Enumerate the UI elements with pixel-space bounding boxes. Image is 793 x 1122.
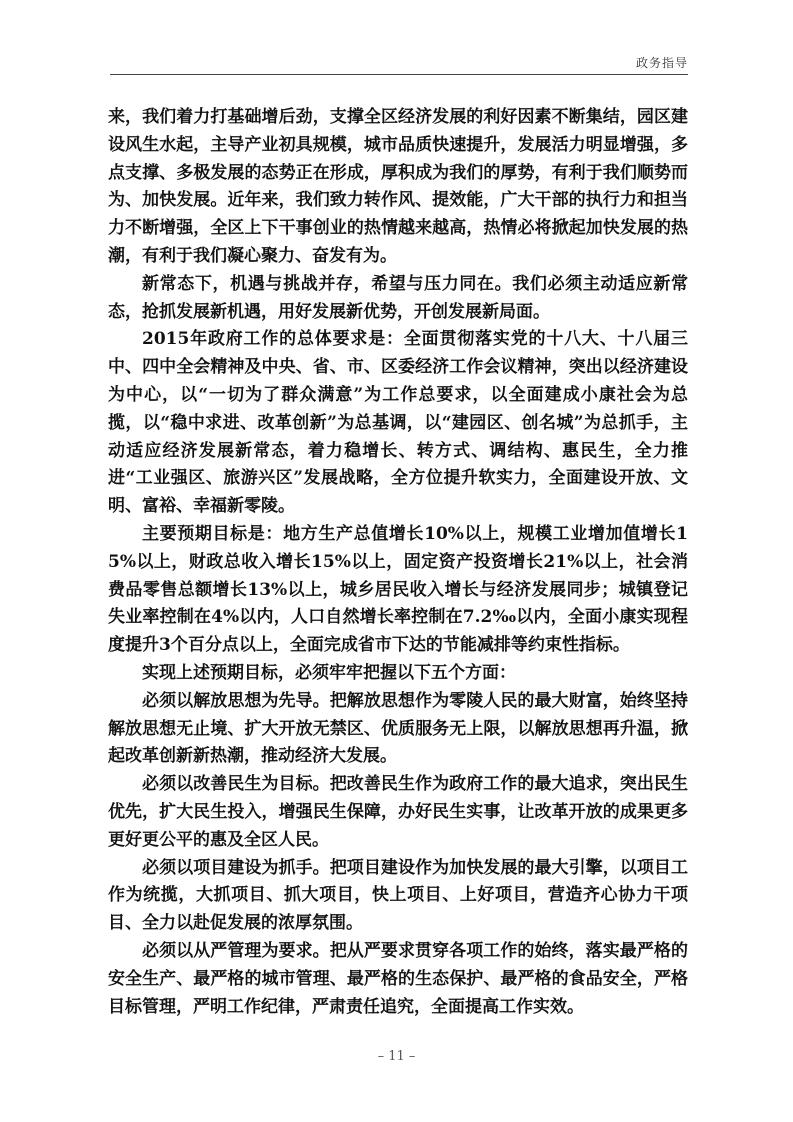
header-divider [110, 74, 688, 75]
paragraph-improve-livelihood: 必须以改善民生为目标。把改善民生作为政府工作的最大追求，突出民生优先，扩大民生投入，增强民生保障，办好民生实事，让改革开放的成果更多更好更公平的惠及全区人民。 [108, 774, 688, 850]
section-label: 政务指导 [635, 56, 688, 70]
paragraph-main-targets: 主要预期目标是：地方生产总值增长10%以上，规模工业增加值增长15%以上，财政总收入增长15%以上，固定资产投资增长21%以上，社会消费品零售总额增长13%以上，城乡居民收入增长与经济发展同步；城镇登记失业率控制在4%以内，人口自然增长率控制在7.2‰以内，全面小康实现程度提升3个百分点以上，全面完成省市下达的节能减排等约束性指标。 [108, 523, 688, 656]
paragraph-five-aspects-intro: 实现上述预期目标，必须牢牢把握以下五个方面： [142, 662, 516, 683]
paragraph-strict-management: 必须以从严管理为要求。把从严要求贯穿各项工作的始终，落实最严格的安全生产、最严格的城市管理、最严格的生态保护、最严格的食品安全，严格目标管理，严明工作纪律，严肃责任追究，全面提高工作实效。 [108, 940, 688, 1017]
paragraph-overall-requirements: 2015年政府工作的总体要求是：全面贯彻落实党的十八大、十八届三中、四中全会精神及中央、省、市、区委经济工作会议精神，突出以经济建设为中心，以“一切为了群众满意”为工作总要求，以全面建成小康社会为总揽，以“稳中求进、改革创新”为总基调，以“建园区、创名城”为总抓手，主动适应经济发展新常态，着力稳增长、转方式、调结构、惠民生，全力推进“工业强区、旅游兴区”发展战略，全方位提升软实力，全面建设开放、文明、富裕、幸福新零陵。 [108, 329, 688, 517]
document-body [108, 104, 688, 1021]
page-number: – 11 – [377, 1049, 416, 1064]
paragraph-emancipate-thinking: 必须以解放思想为先导。把解放思想作为零陵人民的最大财富，始终坚持解放思想无止境、扩大开放无禁区、优质服务无上限，以解放思想再升温，掀起改革创新新热潮，推动经济大发展。 [108, 690, 688, 767]
paragraph-new-normal: 新常态下，机遇与挑战并存，希望与压力同在。我们必须主动适应新常态，抢抓发展新机遇，用好发展新优势，开创发展新局面。 [108, 273, 688, 322]
paragraph-continuation: 来，我们着力打基础增后劲，支撑全区经济发展的利好因素不断集结，园区建设风生水起，主导产业初具规模，城市品质快速提升，发展活力明显增强，多点支撑、多极发展的态势正在形成，厚积成为我们的厚势，有利于我们顺势而为、加快发展。近年来，我们致力转作风、提效能，广大干部的执行力和担当力不断增强，全区上下干事创业的热情越来越高，热情必将掀起加快发展的热潮，有利于我们凝心聚力、奋发有为。 [108, 107, 688, 266]
paragraph-project-construction: 必须以项目建设为抓手。把项目建设作为加快发展的最大引擎，以项目工作为统揽，大抓项目、抓大项目，快上项目、上好项目，营造齐心协力干项目、全力以赴促发展的浓厚氛围。 [108, 857, 688, 934]
page-header [110, 54, 688, 74]
